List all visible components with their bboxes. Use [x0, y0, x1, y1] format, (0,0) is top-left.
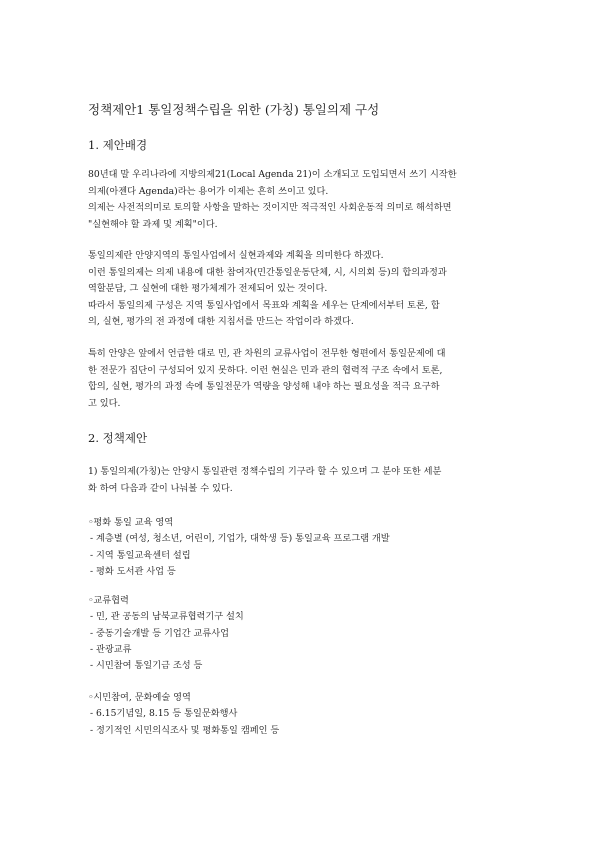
- text-line: 한 전문가 집단이 구성되어 있지 못하다. 이런 현실은 민과 관의 협력적 구조 속에서 토론,: [88, 364, 443, 376]
- section2-intro: [88, 464, 520, 497]
- list-item: - 중동기술개발 등 기업간 교류사업: [90, 627, 230, 639]
- text-line: 역할분담, 그 실현에 대한 평가체계가 전제되어 있는 것이다.: [88, 283, 328, 294]
- text-line: 의제(아젠다 Agenda)라는 용어가 이제는 흔히 쓰이고 있다.: [88, 185, 329, 197]
- text-line: 80년대 말 우리나라에 지방의제21(Local Agenda 21)이 소개되고 도입되면서 쓰기 시작한: [88, 169, 457, 180]
- group-exchange-cooperation: [88, 593, 520, 674]
- text-line: 따라서 통일의제 구성은 지역 통일사업에서 목표와 계획을 세우는 단계에서부터 토론, 합: [88, 299, 440, 311]
- list-item: - 민, 관 공동의 남북교류협력기구 설치: [90, 611, 244, 623]
- section1-paragraph-2: [88, 248, 520, 331]
- section1-paragraph-1: [88, 167, 520, 233]
- text-line: 화 하여 다음과 같이 나눠볼 수 있다.: [88, 482, 233, 494]
- text-line: 통일의제란 안양지역의 통일사업에서 실현과제와 계획을 의미한다 하겠다.: [88, 250, 384, 261]
- group-title: ◦시민참여, 문화예술 영역: [88, 692, 191, 703]
- group-title: ◦교류협력: [88, 595, 129, 606]
- list-item: - 평화 도서관 사업 등: [90, 565, 176, 577]
- group-title: ◦평화 통일 교육 영역: [88, 517, 174, 528]
- group-civic-culture: [88, 690, 520, 739]
- section1-heading: 1. 제안배경: [88, 138, 148, 152]
- list-item: - 시민참여 통일기금 조성 등: [90, 660, 203, 672]
- list-item: - 6.15기념일, 8.15 등 통일문화행사: [90, 708, 238, 720]
- text-line: 이런 통일의제는 의제 내용에 대한 참여자(민간통일운동단체, 시, 시의회 등)의 합의과정과: [88, 266, 447, 278]
- list-item: - 정기적인 시민의식조사 및 평화통일 캠페인 등: [90, 724, 280, 736]
- section1-paragraph-3: [88, 346, 520, 412]
- text-line: 합의, 실현, 평가의 과정 속에 통일전문가 역량을 양성해 내야 하는 필요성을 적극 요구하: [88, 381, 440, 392]
- text-line: 의, 실현, 평가의 전 과정에 대한 지침서를 만드는 작업이라 하겠다.: [88, 316, 354, 327]
- section2-heading: 2. 정책제안: [88, 431, 148, 445]
- list-item: - 계층별 (여성, 청소년, 어린이, 기업가, 대학생 등) 통일교육 프로그램 개발: [90, 533, 390, 545]
- text-line: 의제는 사전적의미로 토의할 사항을 말하는 것이지만 적극적인 사회운동적 의미로 해석하면: [88, 202, 452, 213]
- group-peace-education: [88, 515, 520, 580]
- text-line: 특히 안양은 앞에서 언급한 대로 민, 관 차원의 교류사업이 전무한 형편에서 통일문제에 대: [88, 348, 446, 359]
- text-line: "실현해야 할 과제 및 계획"이다.: [88, 218, 218, 230]
- list-item: - 지역 통일교육센터 설립: [90, 549, 191, 561]
- text-line: 1) 통일의제(가칭)는 안양시 통일관련 정책수립의 기구라 할 수 있으며 그 분야 또한 세분: [88, 466, 442, 477]
- list-item: - 관광교류: [90, 643, 132, 655]
- text-line: 고 있다.: [88, 397, 121, 409]
- document-title: 정책제안1 통일정책수립을 위한 (가칭) 통일의제 구성: [88, 102, 380, 117]
